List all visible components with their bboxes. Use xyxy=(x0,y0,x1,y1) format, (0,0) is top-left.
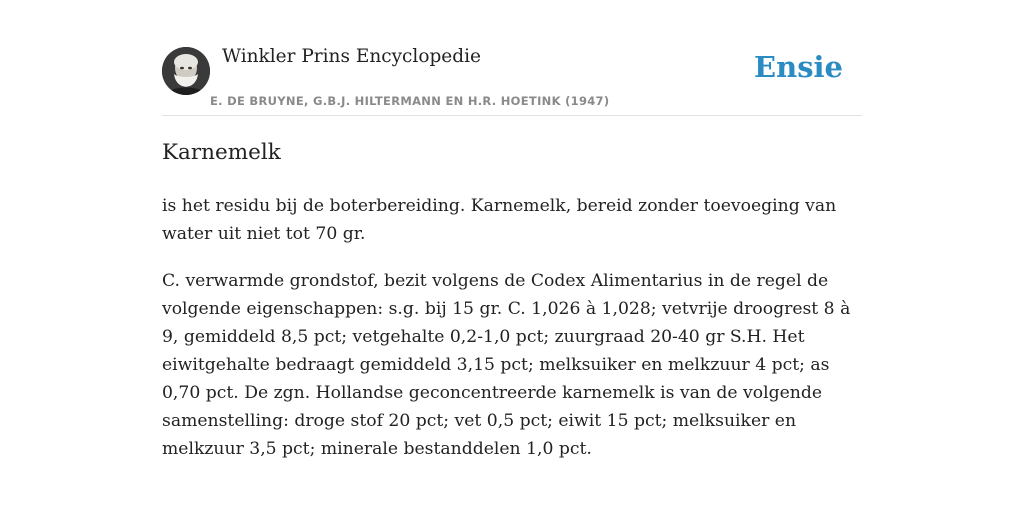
source-authors: E. DE BRUYNE, G.B.J. HILTERMANN EN H.R. HOETINK (1947) xyxy=(210,94,610,108)
source-title[interactable]: Winkler Prins Encyclopedie xyxy=(222,46,481,67)
brand-logo[interactable]: Ensie xyxy=(754,50,843,84)
source-header xyxy=(162,0,862,116)
author-portrait-icon[interactable] xyxy=(162,47,210,95)
article-title: Karnemelk xyxy=(162,140,281,165)
article-paragraph: is het residu bij de boterbereiding. Karnemelk, bereid zonder toevoeging van water uit niet tot 70 gr. xyxy=(162,196,837,244)
article-paragraph: C. verwarmde grondstof, bezit volgens de Codex Alimentarius in de regel de volgende eigenschappen: s.g. bij 15 gr. C. 1,026 à 1,028; vetvrije droogrest 8 à 9, gemiddeld 8,5 pct; vetgehalte 0,2-1,0 pct; zuurgraad 20-40 gr S.H. Het eiwitgehalte bedraagt gemiddeld 3,15 pct; melksuiker en melkzuur 4 pct; as 0,70 pct. De zgn. Hollandse geconcentreerde karnemelk is van de volgende samenstelling: droge stof 20 pct; vet 0,5 pct; eiwit 15 pct; melksuiker en melkzuur 3,5 pct; minerale bestanddelen 1,0 pct. xyxy=(162,271,851,459)
page xyxy=(162,0,862,459)
